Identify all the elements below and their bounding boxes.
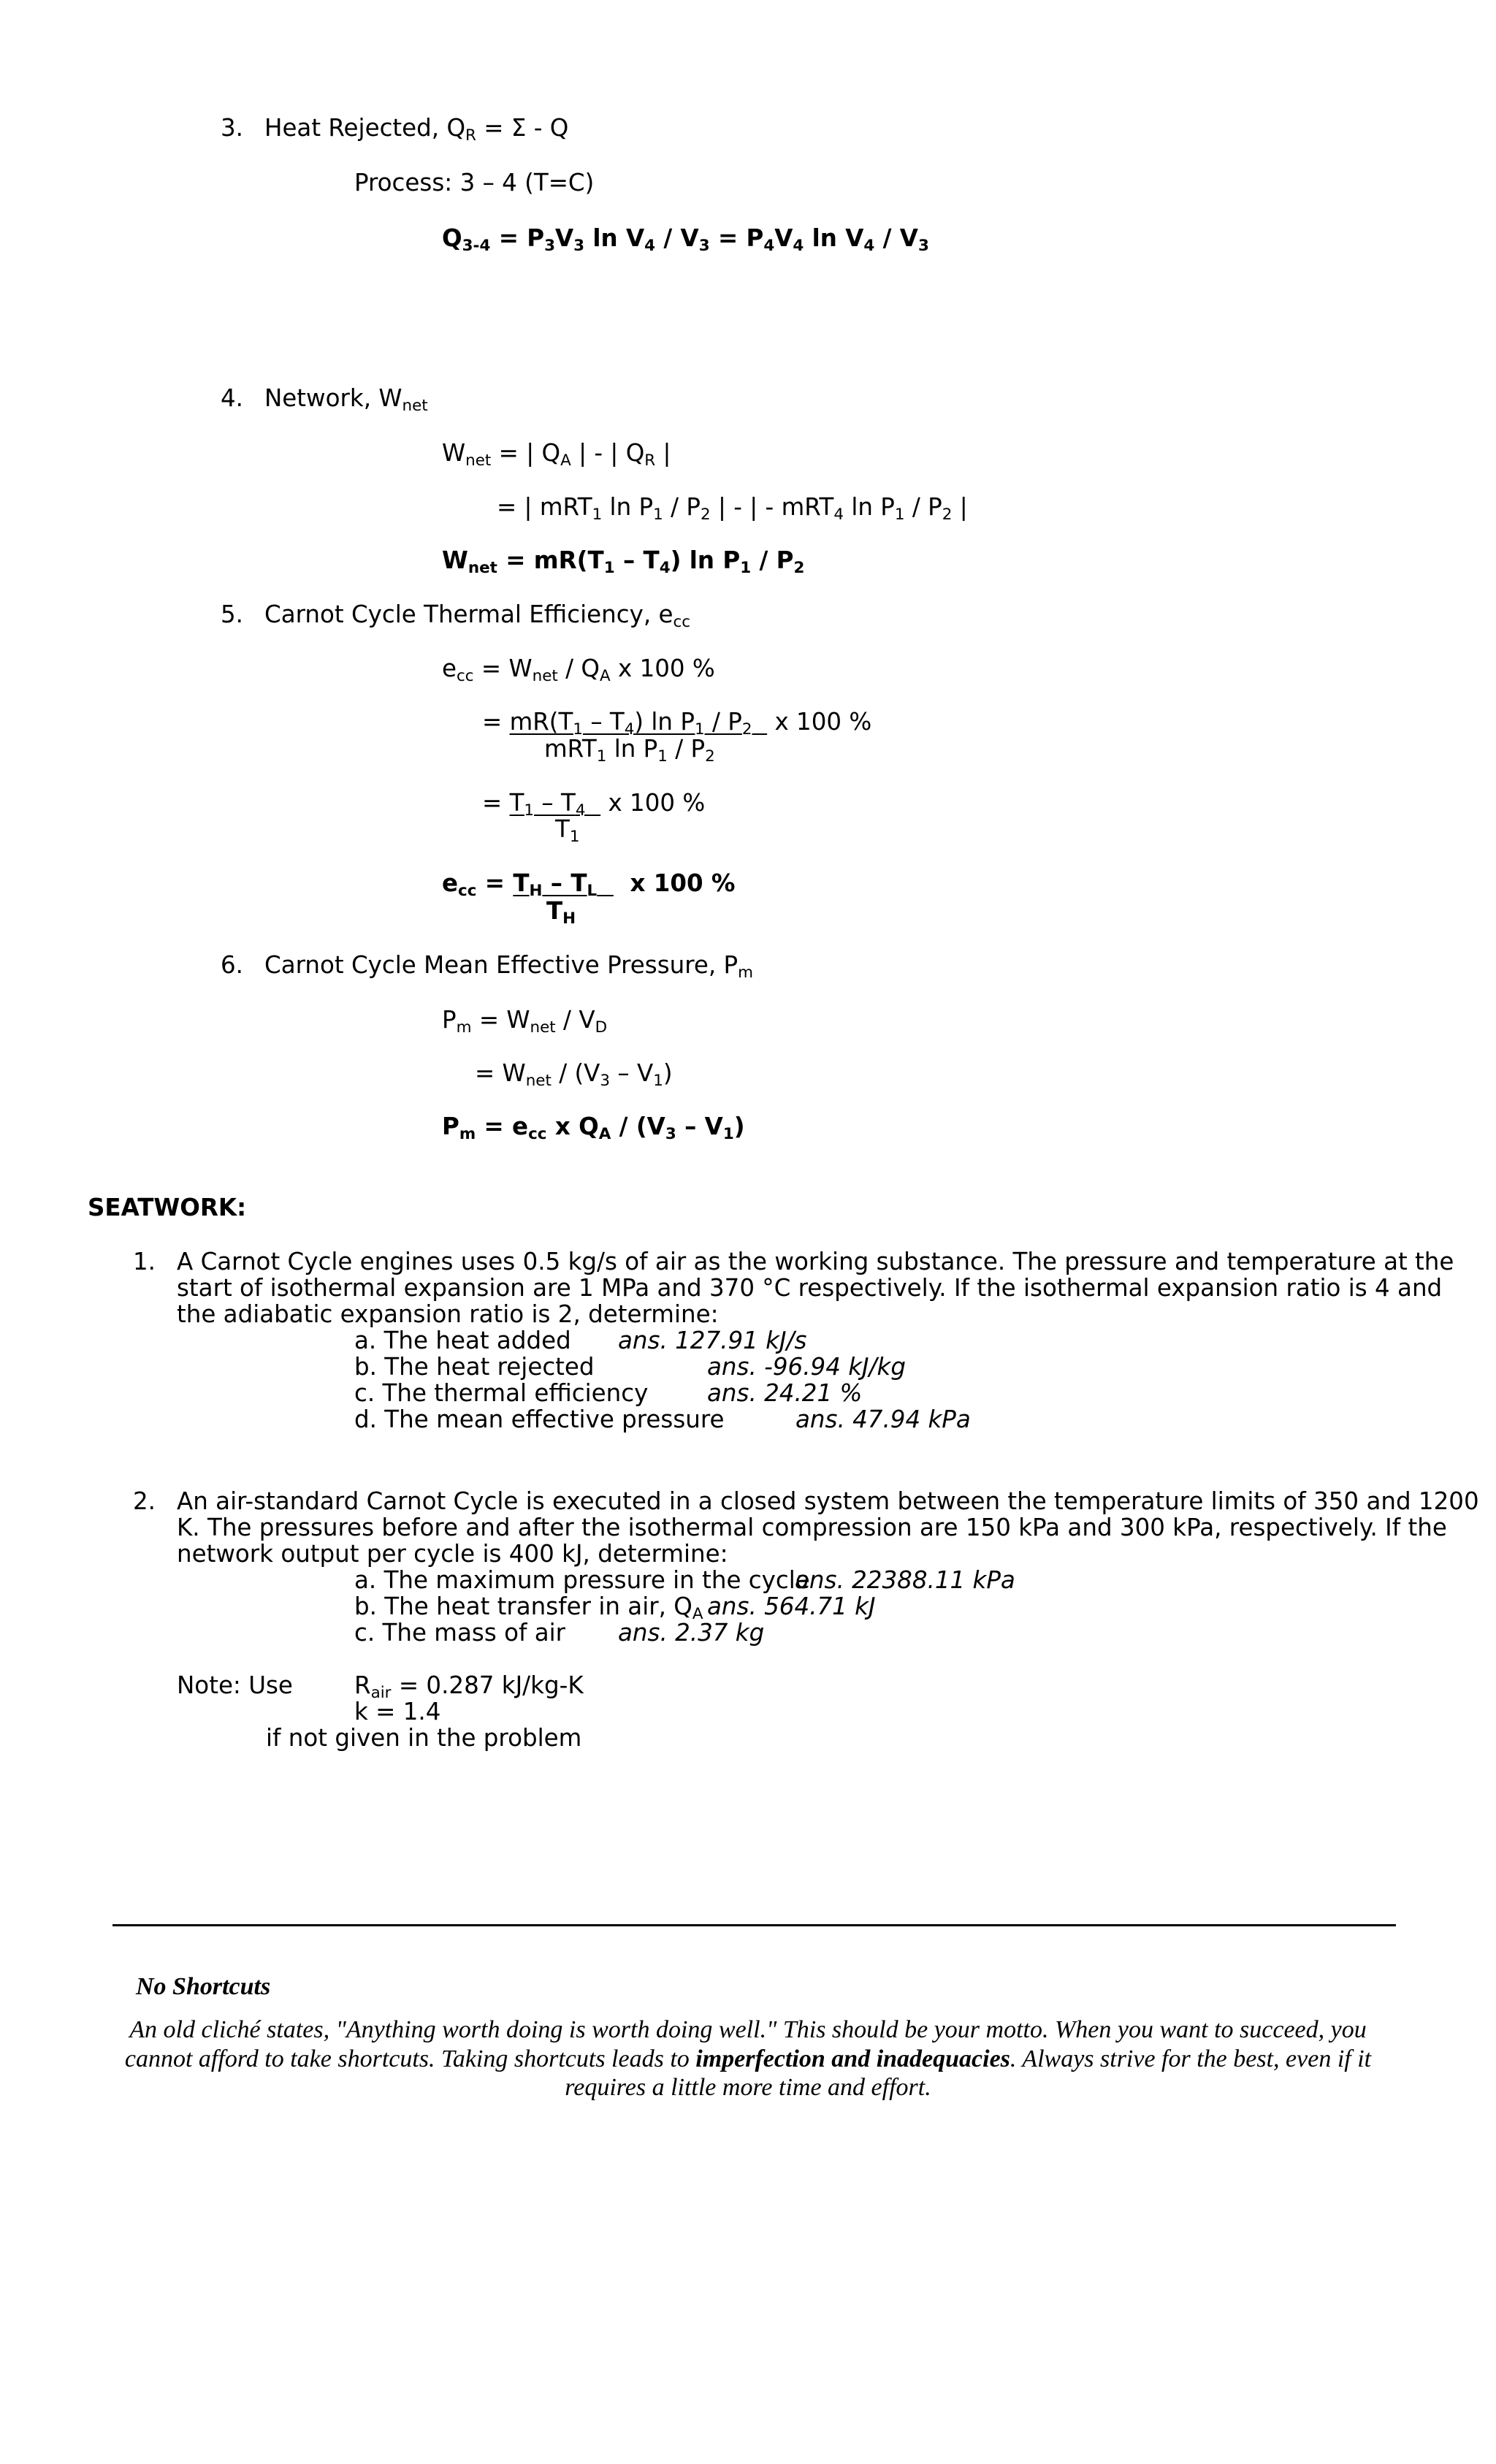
problem-item: a. The maximum pressure in the cycle — [354, 1566, 810, 1594]
item-number: 6. — [221, 951, 244, 979]
equation-line: $W_{net}$ = | $Q_A$ | - | $Q_R$ | — [442, 439, 671, 470]
note-tail: if not given in the problem — [266, 1724, 582, 1752]
footer-line: cannot afford to take shortcuts. Taking shortcuts leads to imperfection and inadequacies. Always strive for the best, even if it — [124, 2045, 1372, 2072]
section-title: Network, $W_{net}$ — [264, 384, 428, 415]
problem-number: 2. — [133, 1487, 156, 1515]
problem-answer: ans. -96.94 kJ/kg — [707, 1353, 907, 1381]
section-title: Carnot Cycle Mean Effective Pressure, $P_m$ — [264, 951, 754, 982]
process-label: Process: 3 – 4 (T=C) — [354, 169, 595, 197]
footer-title: No Shortcuts — [136, 1973, 271, 2000]
equation-denominator: $T_1$ — [555, 815, 580, 846]
problem-answer: ans. 127.91 kJ/s — [618, 1327, 807, 1354]
equation-line: $P_m = W_{net} / V_D$ — [442, 1006, 608, 1037]
problem-text-line: the adiabatic expansion ratio is 2, determine: — [177, 1300, 719, 1328]
note-label: Note: Use — [177, 1671, 293, 1699]
problem-text-line: An air-standard Carnot Cycle is executed in a closed system between the temperature limits of 350 and 1200 — [177, 1487, 1479, 1515]
problem-answer: ans. 564.71 kJ — [707, 1593, 876, 1620]
problem-text-line: network output per cycle is 400 kJ, determine: — [177, 1540, 728, 1568]
footer-line: An old cliché states, "Anything worth doing is worth doing well." This should be your motto. When you want to succeed, you — [129, 2016, 1367, 2043]
equation-line: $e_{cc} = W_{net} / Q_A$ x 100 % — [442, 655, 715, 685]
equation-denominator: $T_H$ — [546, 897, 576, 928]
section-title: Heat Rejected, $Q_R = \Sigma - Q$ — [264, 114, 569, 145]
equation-fraction: = $mR(T_1 - T_4)$ $\ln P_1 / P_2$ x 100 % — [482, 708, 872, 739]
problem-answer: ans. 24.21 % — [707, 1379, 863, 1407]
item-number: 4. — [221, 384, 244, 412]
equation-pm-final: $P_m = e_{cc}$ x $Q_A / (V_3 - V_1)$ — [442, 1113, 745, 1143]
problem-text-line: A Carnot Cycle engines uses 0.5 kg/s of air as the working substance. The pressure and temperature at the — [177, 1248, 1454, 1275]
problem-answer: ans. 47.94 kPa — [795, 1405, 971, 1433]
footer-divider — [112, 1924, 1396, 1926]
equation-fraction: = $T_1 - T_4$ x 100 % — [482, 789, 706, 820]
problem-text-line: start of isothermal expansion are 1 MPa and 370 °C respectively. If the isothermal expansion ratio is 4 and — [177, 1274, 1443, 1302]
equation-denominator: mRT$_1$ $\ln P_1 / P_2$ — [544, 735, 715, 766]
problem-item: b. The heat rejected — [354, 1353, 595, 1381]
problem-number: 1. — [133, 1248, 156, 1275]
problem-text-line: K. The pressures before and after the isothermal compression are 150 kPa and 300 kPa, respectively. If the — [177, 1514, 1447, 1541]
footer-line: requires a little more time and effort. — [565, 2074, 931, 2101]
equation-line: = | mRT$_1$ $\ln P_1 / P_2$ | - | - mRT$_4$ $\ln P_1 / P_2$ | — [497, 493, 968, 524]
problem-item: a. The heat added — [354, 1327, 571, 1354]
problem-answer: ans. 2.37 kg — [618, 1619, 765, 1647]
problem-item: b. The heat transfer in air, $Q_A$ — [354, 1593, 703, 1623]
equation-line: = $W_{net} / (V_3 - V_1)$ — [475, 1059, 673, 1090]
note-r-air: $R_{air} = 0.287$ kJ/kg-K — [354, 1671, 584, 1702]
item-number: 5. — [221, 600, 244, 628]
problem-item: c. The mass of air — [354, 1619, 566, 1647]
problem-answer: ans. 22388.11 kPa — [795, 1566, 1015, 1594]
equation-wnet-final: $W_{net} = mR(T_1 - T_4)$ $\ln P_1 / P_2$ — [442, 546, 805, 577]
seatwork-heading: SEATWORK: — [88, 1194, 247, 1221]
equation-q34: $Q_{3-4} = P_3V_3$ $\ln V_4 / V_3 = P_4V_4$ $\ln V_4 / V_3$ — [442, 224, 929, 255]
problem-item: d. The mean effective pressure — [354, 1405, 725, 1433]
equation-ecc-final: $e_{cc} = T_H - T_L$ x 100 % — [442, 869, 736, 900]
problem-item: c. The thermal efficiency — [354, 1379, 649, 1407]
section-title: Carnot Cycle Thermal Efficiency, $e_{cc}$ — [264, 600, 691, 631]
note-k: k = 1.4 — [354, 1698, 441, 1725]
item-number: 3. — [221, 114, 244, 142]
